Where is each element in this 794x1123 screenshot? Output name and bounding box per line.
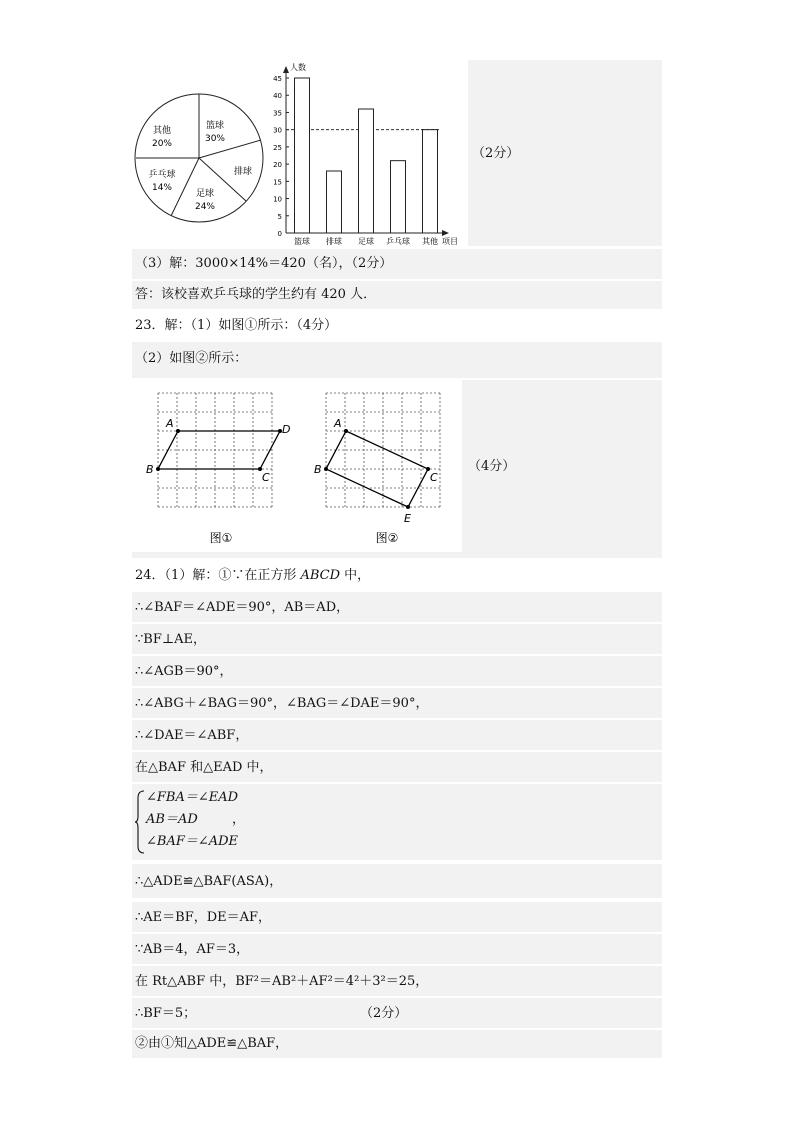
label-c1: C	[262, 471, 270, 484]
system-line-3: ∠BAF＝∠ADE	[146, 834, 239, 849]
y-tick-label: 30	[273, 126, 282, 135]
pie-pct-basketball: 30%	[204, 134, 226, 144]
score-22: （2分）	[472, 146, 520, 161]
y-tick-label: 45	[273, 75, 282, 83]
line-l9	[132, 934, 662, 964]
q24-1-text: 24．（1）解：①∵在正方形 ABCD 中，	[135, 568, 371, 583]
system-line-2: AB＝AD	[146, 812, 198, 827]
line-q22-answer	[132, 281, 662, 309]
line-q24-1	[132, 562, 662, 590]
point-a2	[344, 429, 348, 433]
bar-4	[423, 130, 438, 233]
x-tick-label: 篮球	[294, 237, 310, 246]
pie-label-basketball: 篮球	[205, 121, 225, 131]
x-axis-arrow	[442, 230, 449, 236]
grid-figure-2	[326, 393, 440, 507]
label-b1: B	[146, 463, 154, 476]
figure-row-23	[132, 380, 662, 558]
y-tick-label: 15	[273, 178, 282, 187]
y-tick-label: 35	[273, 109, 282, 118]
x-tick-label: 乒乓球	[386, 237, 410, 246]
line-l4	[132, 688, 662, 718]
figure-row-22	[132, 60, 662, 246]
y-axis-label: 人数	[290, 63, 306, 72]
line-l2	[132, 624, 662, 654]
line-l12	[132, 1030, 662, 1058]
bar-3	[391, 161, 406, 233]
line-l11	[132, 998, 662, 1028]
line-q23-2	[132, 342, 662, 378]
l8-text: ∴AE＝BF，DE＝AF，	[135, 910, 272, 925]
l4-text: ∴∠ABG＋∠BAG＝90°，∠BAG＝∠DAE＝90°，	[135, 696, 429, 711]
l6-text: 在△BAF 和△EAD 中，	[135, 760, 273, 775]
q23-1-text: 23．解：（1）如图①所示：（4分）	[135, 318, 338, 333]
point-b1	[156, 467, 160, 471]
point-e2	[406, 505, 410, 509]
bar-0	[295, 78, 310, 233]
grid-figure-1	[158, 393, 272, 507]
rectangle-abec	[326, 431, 428, 507]
y-tick-label: 5	[277, 212, 282, 221]
label-c2: C	[430, 471, 438, 484]
line-l10	[132, 966, 662, 996]
label-a2: A	[334, 417, 342, 430]
figure-box-22	[132, 60, 468, 246]
score-23: （4分）	[468, 459, 516, 474]
point-b2	[324, 467, 328, 471]
system-line-1: ∠FBA＝∠EAD	[146, 790, 239, 805]
l10-text: 在 Rt△ABF 中，BF²＝AB²＋AF²＝4²＋3²＝25，	[135, 974, 429, 989]
x-tick-label: 其他	[422, 237, 438, 246]
l7-text: ∴△ADE≌△BAF(ASA)，	[135, 874, 283, 889]
caption-fig1: 图①	[209, 531, 233, 545]
x-tick-label: 足球	[358, 237, 374, 246]
y-axis-arrow	[283, 66, 289, 73]
pie-label-volleyball: 排球	[233, 167, 253, 177]
bar-1	[327, 171, 342, 233]
bar-chart	[268, 60, 468, 246]
line-l7	[132, 864, 662, 898]
line-q23-1	[132, 312, 662, 340]
l11-score: （2分）	[360, 1006, 408, 1021]
l1-text: ∴∠BAF＝∠ADE＝90°，AB＝AD，	[135, 600, 350, 615]
line-l5	[132, 720, 662, 750]
label-e2: E	[404, 512, 411, 525]
y-tick-label: 25	[273, 143, 282, 152]
grid-figures	[132, 380, 462, 552]
pie-pct-other: 20%	[151, 139, 173, 149]
x-axis-label: 项目	[442, 237, 458, 246]
q22-answer-text: 答：该校喜欢乒乓球的学生约有 420 人．	[135, 287, 377, 302]
l3-text: ∴∠AGB＝90°，	[135, 664, 233, 679]
y-tick-label: 0	[277, 230, 282, 238]
line-q22-3	[132, 249, 662, 279]
y-tick-label: 10	[273, 195, 282, 204]
label-a1: A	[166, 417, 174, 430]
l12-text: ②由①知△ADE≌△BAF，	[135, 1036, 289, 1051]
x-tick-label: 排球	[326, 237, 342, 246]
left-brace	[134, 790, 146, 854]
figure-box-23	[132, 380, 462, 552]
l5-text: ∴∠DAE＝∠ABF，	[135, 728, 249, 743]
point-a1	[176, 429, 180, 433]
l9-text: ∵AB＝4，AF＝3，	[135, 942, 250, 957]
line-l1	[132, 592, 662, 622]
bar-2	[359, 109, 374, 233]
y-tick-label: 20	[273, 161, 282, 170]
pie-label-pingpong: 乒乓球	[148, 170, 176, 180]
l2-text: ∵BF⊥AE，	[135, 632, 206, 647]
pie-label-football: 足球	[195, 189, 215, 199]
y-tick-label: 40	[273, 92, 282, 101]
equation-system	[132, 784, 662, 860]
system-comma: ，	[232, 812, 246, 827]
pie-pct-football: 24%	[194, 202, 216, 212]
l11-text: ∴BF＝5；	[135, 1006, 197, 1021]
q22-3-text: （3）解：3000×14%＝420（名），（2分）	[135, 256, 393, 271]
label-d1: D	[282, 423, 291, 436]
line-l3	[132, 656, 662, 686]
caption-fig2: 图②	[375, 531, 399, 545]
pie-pct-pingpong: 14%	[151, 183, 173, 193]
label-b2: B	[314, 463, 322, 476]
q23-2-text: （2）如图②所示：	[135, 351, 248, 366]
line-l8	[132, 902, 662, 932]
pie-label-other: 其他	[152, 126, 172, 136]
line-l6	[132, 752, 662, 782]
